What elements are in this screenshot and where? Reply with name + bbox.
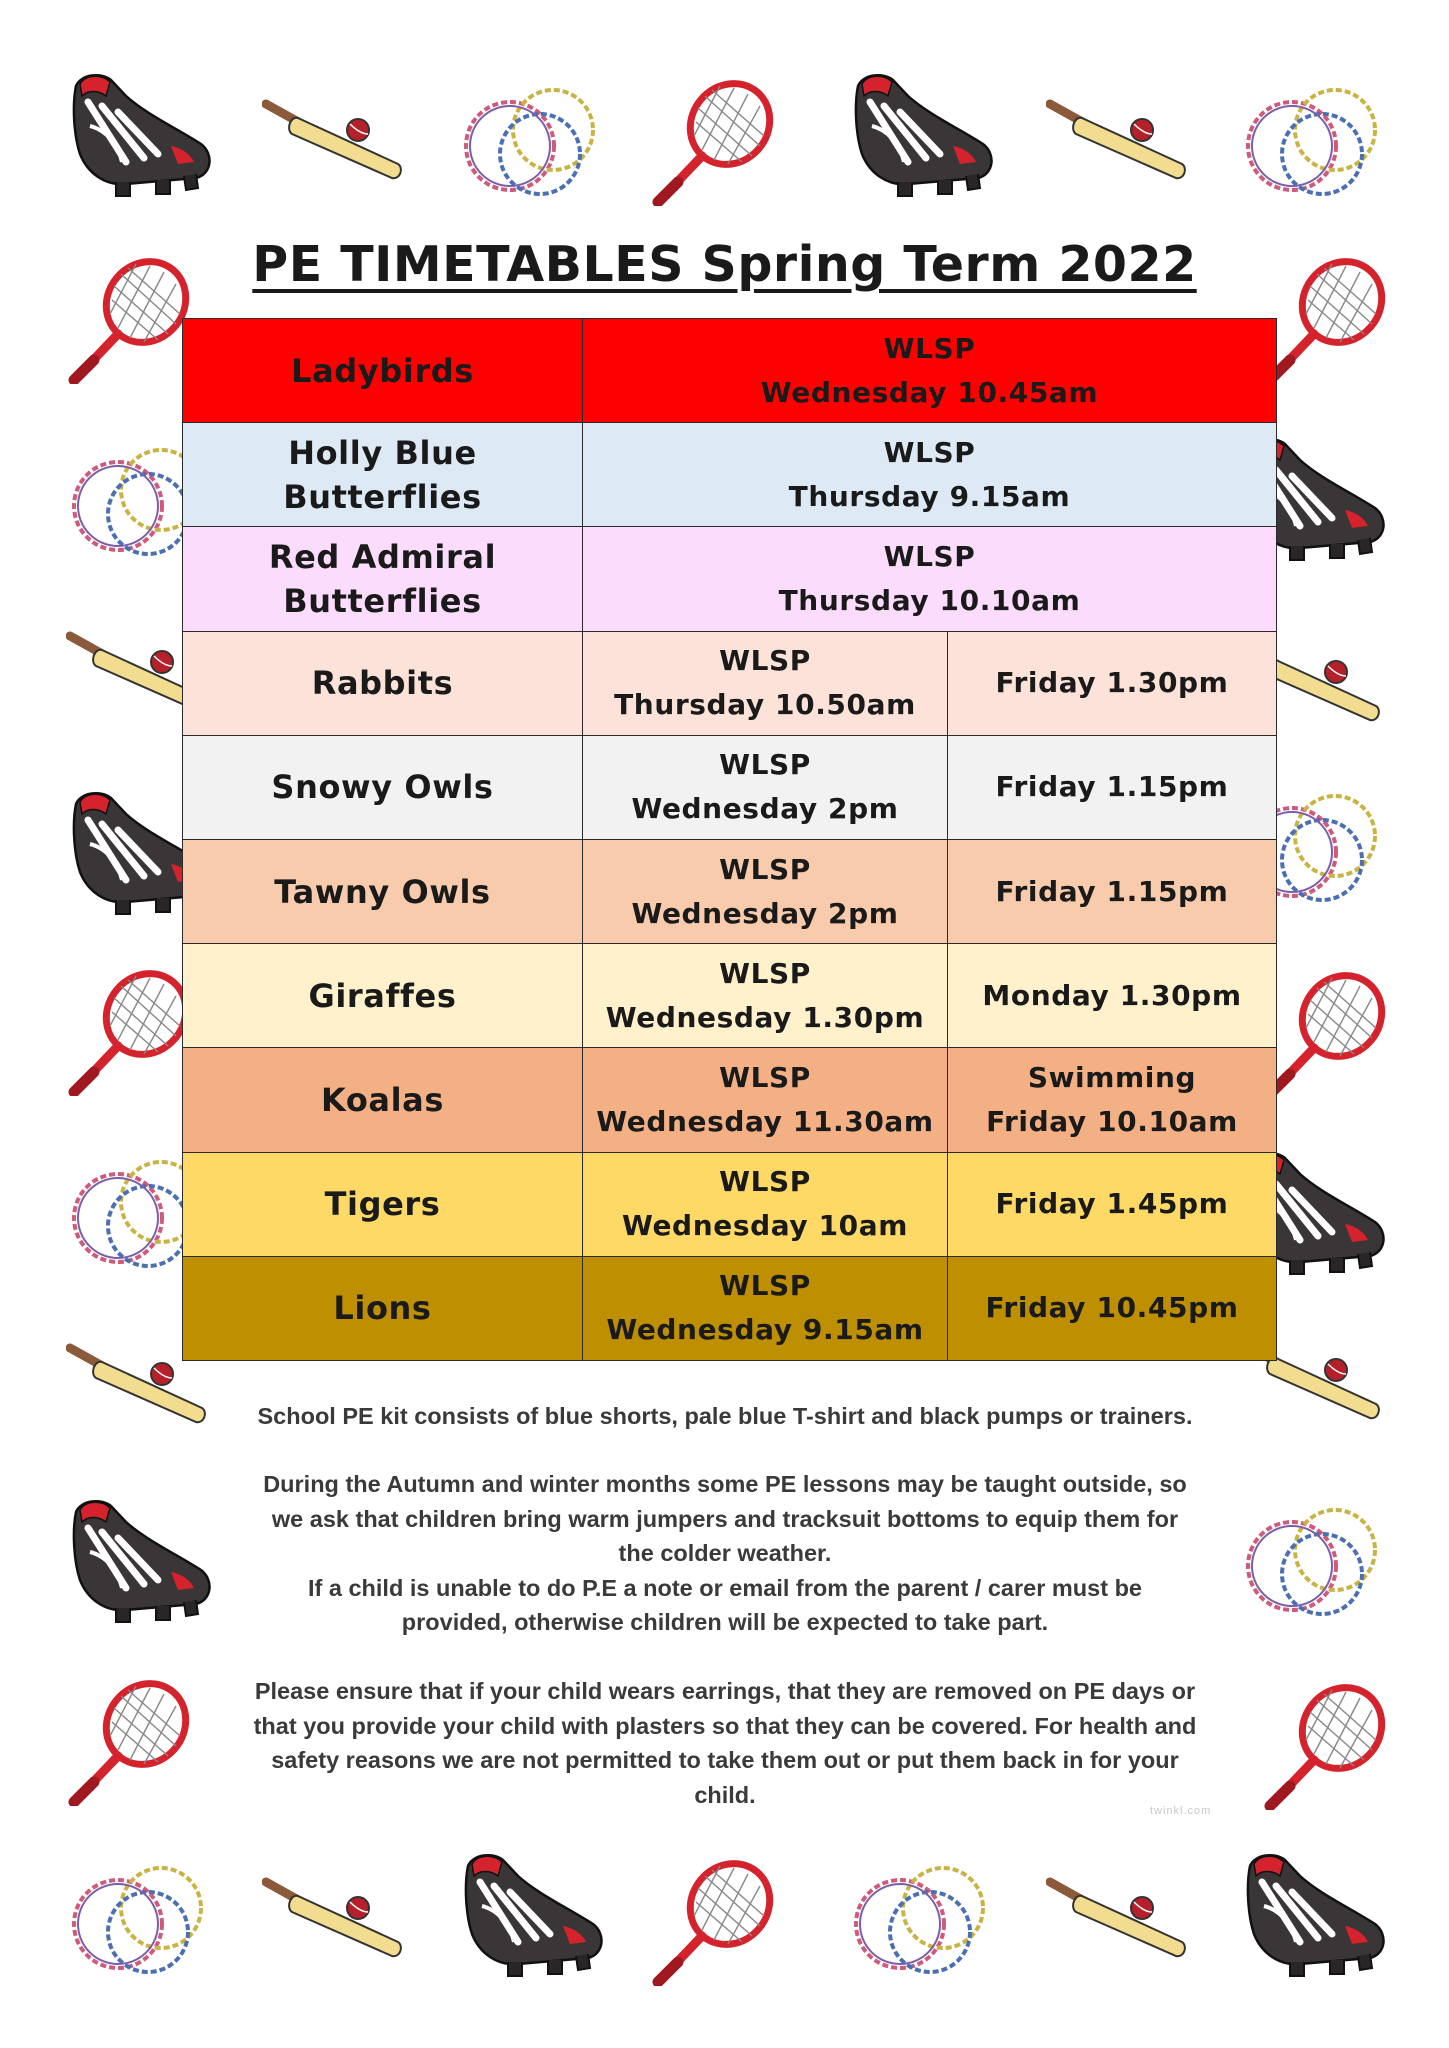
lesson-slot-1: WLSP Wednesday 1.30pm	[583, 944, 948, 1048]
lesson-slot-2: Friday 10.45pm	[948, 1256, 1277, 1360]
table-row	[183, 423, 1277, 527]
table-row	[183, 839, 1277, 943]
lesson-slot-1: WLSP Wednesday 11.30am	[583, 1048, 948, 1152]
hula-hoops-icon	[458, 80, 608, 200]
hula-hoops-icon	[66, 1858, 216, 1978]
earrings-note	[210, 1674, 1240, 1812]
page-title: PE TIMETABLES Spring Term 2022	[252, 236, 1197, 293]
class-name: Koalas	[183, 1048, 583, 1152]
note-line: provided, otherwise children will be expected to take part.	[401, 1609, 1049, 1635]
note-line: that you provide your child with plasters so that they can be covered. For health and	[253, 1712, 1197, 1739]
lesson-slot-2: Friday 1.15pm	[948, 735, 1277, 839]
tennis-racket-icon	[66, 1676, 196, 1806]
lesson-slot-2: Friday 1.15pm	[948, 839, 1277, 943]
note-line: we ask that children bring warm jumpers and tracksuit bottoms to equip them for	[271, 1505, 1179, 1532]
cricket-bat-icon	[1046, 94, 1196, 184]
note-line: safety reasons we are not permitted to take them out or put them back in for your	[271, 1747, 1179, 1773]
table-row	[183, 944, 1277, 1048]
watermark: twinkl.com	[1150, 1805, 1212, 1817]
weather-note	[210, 1467, 1240, 1640]
lesson-slot-2: Monday 1.30pm	[948, 944, 1277, 1048]
hula-hoops-icon	[1240, 80, 1390, 200]
table-row	[183, 1256, 1277, 1360]
class-name: Red Admiral Butterflies	[183, 527, 583, 631]
football-boot-icon	[66, 66, 216, 206]
class-name: Giraffes	[183, 944, 583, 1048]
table-row	[183, 631, 1277, 735]
note-line: During the Autumn and winter months some PE lessons may be taught outside, so	[263, 1471, 1187, 1497]
football-boot-icon	[1240, 1846, 1390, 1986]
table-row	[183, 1152, 1277, 1256]
lesson-slot-2: Friday 1.45pm	[948, 1152, 1277, 1256]
lesson-slot-2: Swimming Friday 10.10am	[948, 1048, 1277, 1152]
lesson-slot-1: WLSP Wednesday 9.15am	[583, 1256, 948, 1360]
note-line: If a child is unable to do P.E a note or email from the parent / carer must be	[307, 1574, 1142, 1601]
cricket-bat-icon	[262, 1872, 412, 1962]
table-row	[183, 319, 1277, 423]
timetable	[182, 318, 1277, 1361]
class-name: Tawny Owls	[183, 839, 583, 943]
lesson-slot-1: WLSP Wednesday 10.45am	[583, 319, 1277, 423]
class-name: Snowy Owls	[183, 735, 583, 839]
note-line: School PE kit consists of blue shorts, pale blue T-shirt and black pumps or trainers.	[257, 1403, 1193, 1429]
timetable-body	[183, 319, 1277, 1361]
lesson-slot-1: WLSP Thursday 10.10am	[583, 527, 1277, 631]
note-line: child.	[694, 1781, 756, 1808]
tennis-racket-icon	[1262, 968, 1392, 1098]
lesson-slot-1: WLSP Thursday 9.15am	[583, 423, 1277, 527]
class-name: Lions	[183, 1256, 583, 1360]
table-row	[183, 527, 1277, 631]
note-line: Please ensure that if your child wears earrings, that they are removed on PE days or	[254, 1678, 1196, 1704]
cricket-bat-icon	[1046, 1872, 1196, 1962]
kit-note	[210, 1399, 1240, 1434]
lesson-slot-1: WLSP Wednesday 2pm	[583, 839, 948, 943]
lesson-slot-1: WLSP Thursday 10.50am	[583, 631, 948, 735]
class-name: Holly Blue Butterflies	[183, 423, 583, 527]
class-name: Rabbits	[183, 631, 583, 735]
football-boot-icon	[848, 66, 998, 206]
cricket-bat-icon	[262, 94, 412, 184]
table-row	[183, 1048, 1277, 1152]
lesson-slot-2: Friday 1.30pm	[948, 631, 1277, 735]
lesson-slot-1: WLSP Wednesday 10am	[583, 1152, 948, 1256]
tennis-racket-icon	[66, 966, 196, 1096]
table-row	[183, 735, 1277, 839]
class-name: Ladybirds	[183, 319, 583, 423]
hula-hoops-icon	[848, 1858, 998, 1978]
football-boot-icon	[66, 1492, 216, 1632]
hula-hoops-icon	[1240, 1500, 1390, 1620]
tennis-racket-icon	[1262, 1680, 1392, 1810]
tennis-racket-icon	[650, 1856, 780, 1986]
tennis-racket-icon	[650, 76, 780, 206]
note-line: the colder weather.	[618, 1540, 832, 1566]
lesson-slot-1: WLSP Wednesday 2pm	[583, 735, 948, 839]
class-name: Tigers	[183, 1152, 583, 1256]
football-boot-icon	[458, 1846, 608, 1986]
